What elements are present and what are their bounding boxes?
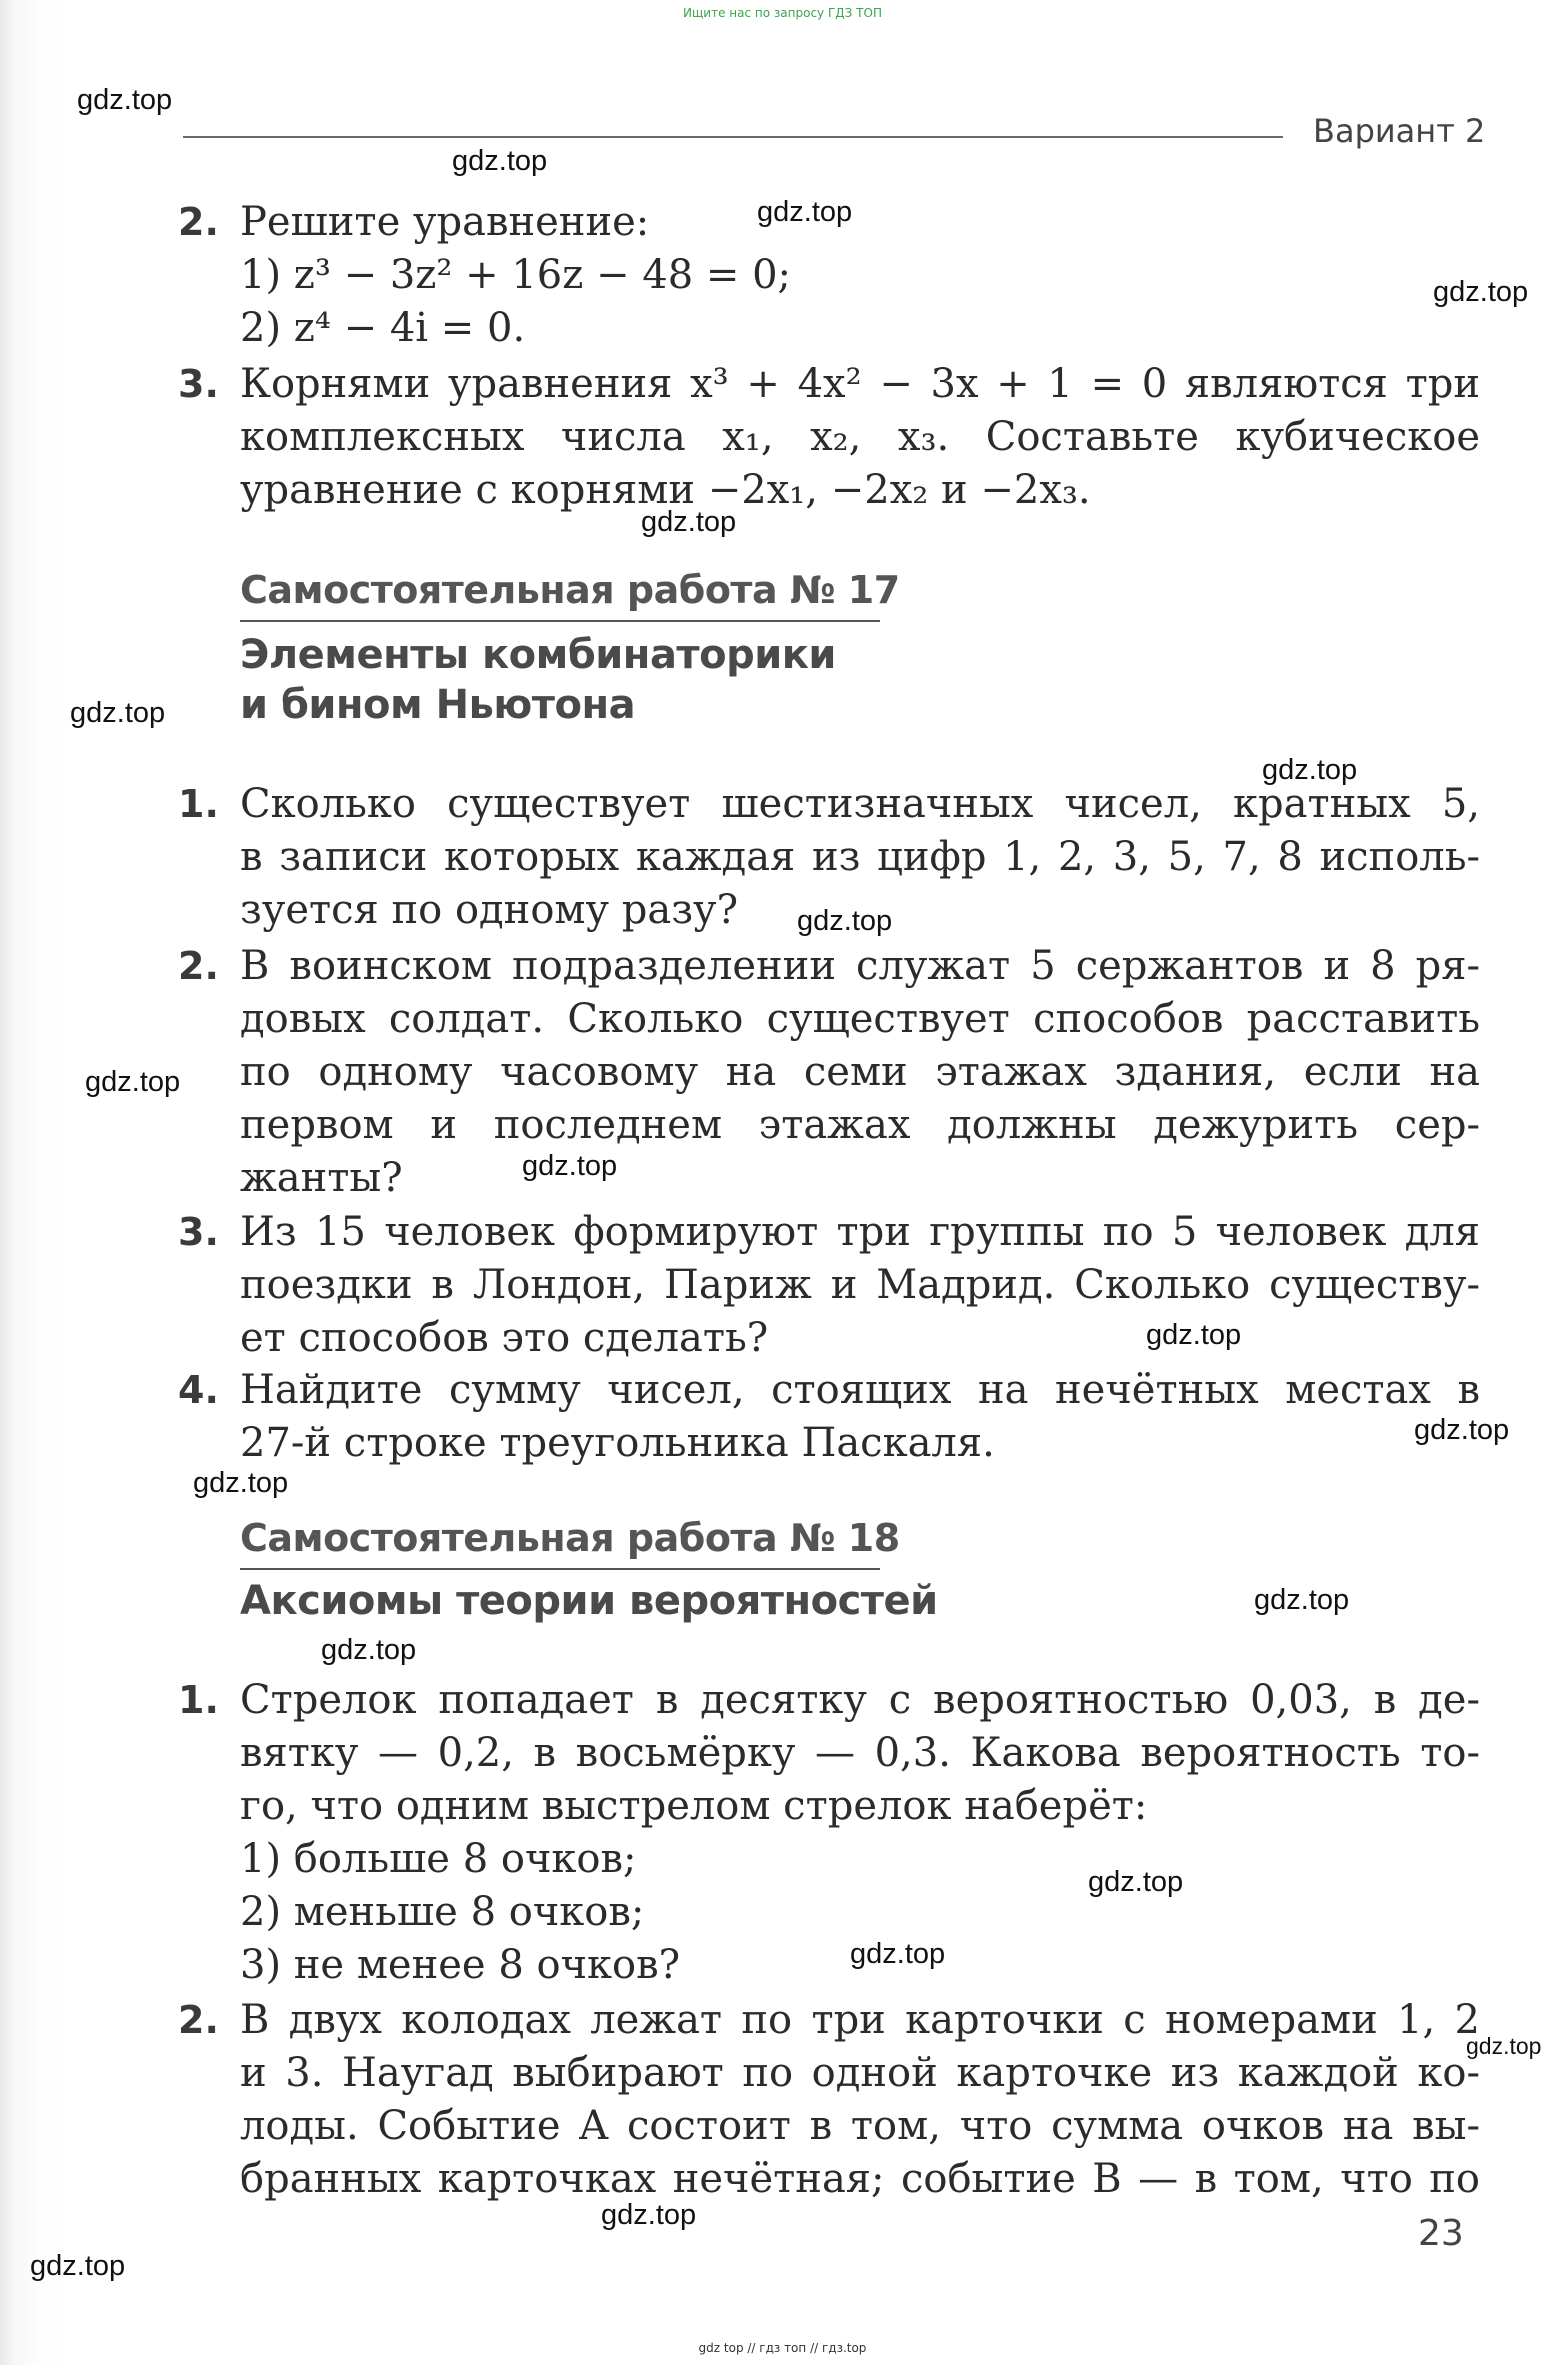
task-line: первом и последнем этажах должны дежурить сер- <box>240 1102 1480 1148</box>
task-line: 2) z⁴ − 4i = 0. <box>240 305 526 351</box>
watermark: gdz.top <box>1146 1319 1242 1351</box>
task-line: Сколько существует шестизначных чисел, кратных 5, <box>240 781 1480 827</box>
task-line: поездки в Лондон, Париж и Мадрид. Сколько существу- <box>240 1262 1480 1308</box>
bottom-banner: gdz top // гдз топ // гдз.top <box>698 2341 867 2355</box>
task-line: 1) больше 8 очков; <box>240 1836 637 1882</box>
watermark: gdz.top <box>1466 2033 1542 2059</box>
section-heading-18: Аксиомы теории вероятностей <box>240 1578 938 1624</box>
task-line: Стрелок попадает в десятку с вероятностью 0,03, в де- <box>240 1677 1480 1723</box>
watermark: gdz.top <box>70 697 166 729</box>
watermark: gdz.top <box>193 1467 289 1499</box>
section-title-17: Самостоятельная работа № 17 <box>240 568 900 612</box>
watermark: gdz.top <box>757 196 853 228</box>
task-line: довых солдат. Сколько существует способов расставить <box>240 996 1480 1042</box>
section-title-18: Самостоятельная работа № 18 <box>240 1516 900 1560</box>
task-line: зуется по одному разу? <box>240 887 739 933</box>
task-line: вятку — 0,2, в восьмёрку — 0,3. Какова вероятность то- <box>240 1730 1480 1776</box>
task-line: Из 15 человек формируют три группы по 5 человек для <box>240 1209 1480 1255</box>
task-line: ет способов это сделать? <box>240 1315 769 1361</box>
header-rule <box>183 136 1283 138</box>
watermark: gdz.top <box>1414 1414 1510 1446</box>
task-line: В двух колодах лежат по три карточки с номерами 1, 2 <box>240 1997 1480 2043</box>
task-line: Корнями уравнения x³ + 4x² − 3x + 1 = 0 являются три <box>240 361 1480 407</box>
watermark: gdz.top <box>641 506 737 538</box>
task-number: 4. <box>178 1368 219 1412</box>
task-line: 2) меньше 8 очков; <box>240 1889 645 1935</box>
task-number: 2. <box>178 200 219 244</box>
watermark: gdz.top <box>1262 754 1358 786</box>
task-line: 3) не менее 8 очков? <box>240 1942 681 1988</box>
watermark: gdz.top <box>1433 276 1529 308</box>
watermark: gdz.top <box>1088 1866 1184 1898</box>
task-line: бранных карточках нечётная; событие B — в том, что по <box>240 2156 1480 2202</box>
task-line: комплексных числа x₁, x₂, x₃. Составьте кубическое <box>240 414 1480 460</box>
watermark: gdz.top <box>30 2250 126 2282</box>
task-line: В воинском подразделении служат 5 сержантов и 8 ря- <box>240 943 1480 989</box>
section-heading-17: Элементы комбинаторики <box>240 632 836 678</box>
top-banner: Ищите нас по запросу ГДЗ ТОП <box>683 6 882 20</box>
watermark: gdz.top <box>850 1938 946 1970</box>
watermark: gdz.top <box>85 1066 181 1098</box>
page-number: 23 <box>1418 2213 1464 2254</box>
task-line: Найдите сумму чисел, стоящих на нечётных местах в <box>240 1367 1480 1413</box>
section-rule <box>240 1568 880 1570</box>
task-line: го, что одним выстрелом стрелок наберёт: <box>240 1783 1148 1829</box>
task-number: 3. <box>178 362 219 406</box>
task-line: 27-й строке треугольника Паскаля. <box>240 1420 995 1466</box>
watermark: gdz.top <box>522 1150 618 1182</box>
watermark: gdz.top <box>601 2199 697 2231</box>
task-number: 3. <box>178 1210 219 1254</box>
variant-label: Вариант 2 <box>1313 112 1486 150</box>
watermark: gdz.top <box>797 905 893 937</box>
task-number: 2. <box>178 944 219 988</box>
task-line: уравнение с корнями −2x₁, −2x₂ и −2x₃. <box>240 467 1091 513</box>
watermark: gdz.top <box>77 84 173 116</box>
section-heading-17: и бином Ньютона <box>240 682 636 728</box>
watermark: gdz.top <box>321 1634 417 1666</box>
task-line: 1) z³ − 3z² + 16z − 48 = 0; <box>240 252 792 298</box>
task-number: 1. <box>178 1678 219 1722</box>
task-number: 2. <box>178 1998 219 2042</box>
watermark: gdz.top <box>452 145 548 177</box>
task-line: Решите уравнение: <box>240 199 650 245</box>
task-line: жанты? <box>240 1155 403 1201</box>
task-line: по одному часовому на семи этажах здания, если на <box>240 1049 1480 1095</box>
watermark: gdz.top <box>1254 1584 1350 1616</box>
task-line: в записи которых каждая из цифр 1, 2, 3, 5, 7, 8 исполь- <box>240 834 1480 880</box>
section-rule <box>240 620 880 622</box>
task-line: лоды. Событие A состоит в том, что сумма очков на вы- <box>240 2103 1480 2149</box>
task-number: 1. <box>178 782 219 826</box>
task-line: и 3. Наугад выбирают по одной карточке из каждой ко- <box>240 2050 1480 2096</box>
